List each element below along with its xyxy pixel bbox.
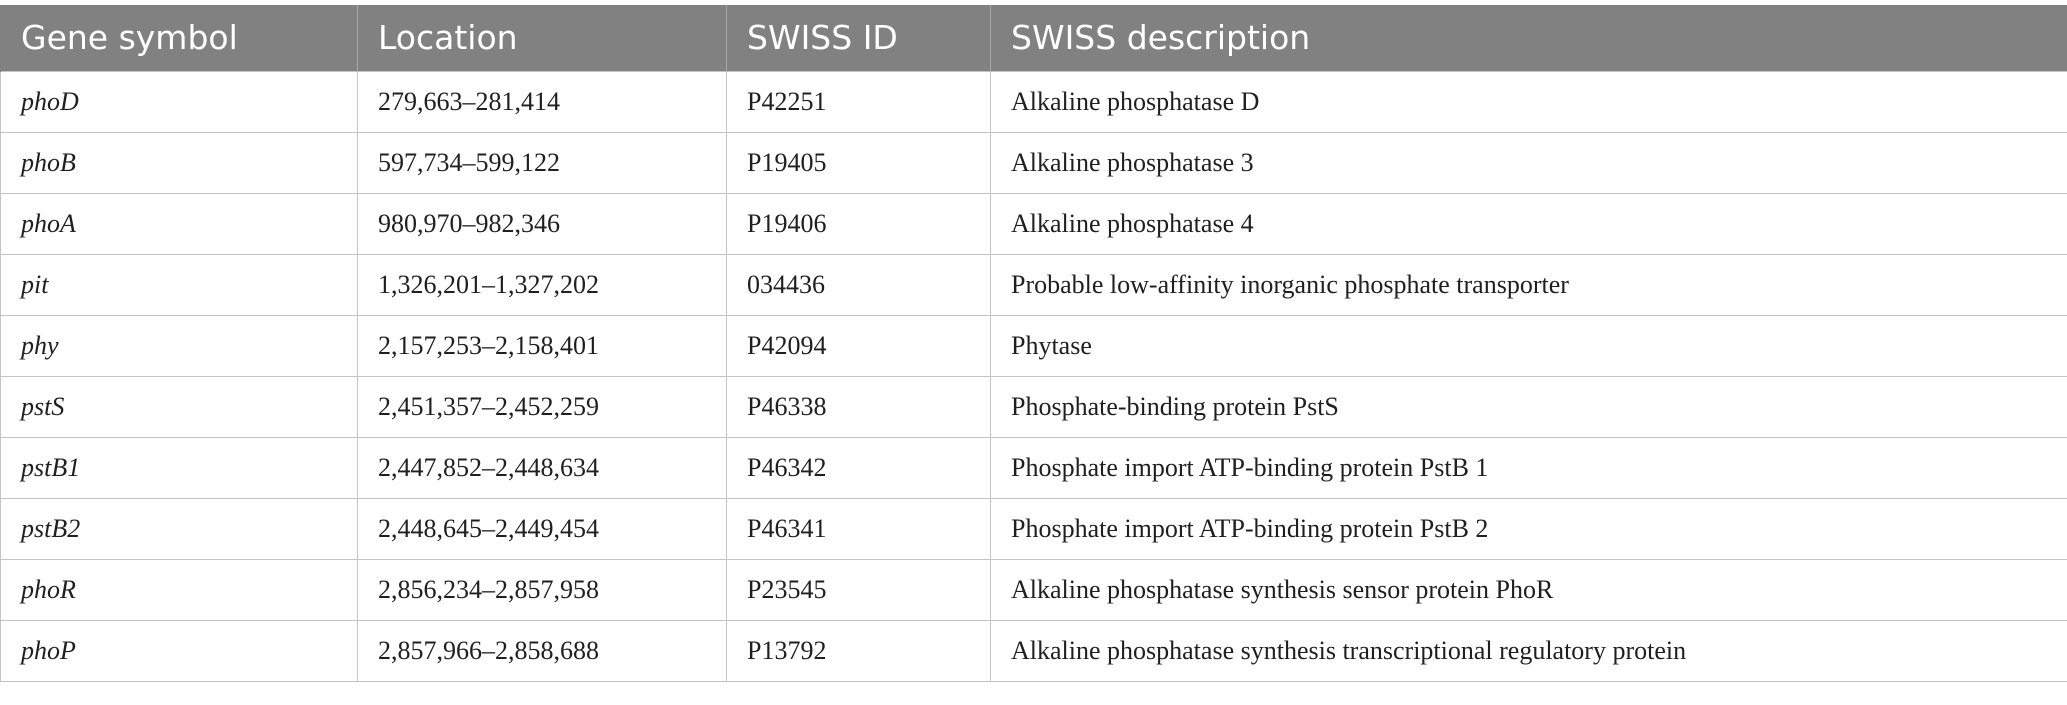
header-swiss-id: SWISS ID xyxy=(727,5,991,71)
table-row xyxy=(1,315,2067,376)
header-location: Location xyxy=(358,5,727,71)
swiss-description-cell: Alkaline phosphatase D xyxy=(991,71,2067,132)
swiss-id-cell: P42251 xyxy=(727,71,991,132)
swiss-description-cell: Alkaline phosphatase 3 xyxy=(991,132,2067,193)
table-row xyxy=(1,498,2067,559)
swiss-id-cell: P23545 xyxy=(727,559,991,620)
location-cell: 2,447,852–2,448,634 xyxy=(358,437,727,498)
gene-symbol-cell: pit xyxy=(1,254,358,315)
location-cell: 279,663–281,414 xyxy=(358,71,727,132)
location-cell: 1,326,201–1,327,202 xyxy=(358,254,727,315)
swiss-description-cell: Alkaline phosphatase synthesis transcriptional regulatory protein xyxy=(991,620,2067,681)
location-cell: 980,970–982,346 xyxy=(358,193,727,254)
table-row xyxy=(1,71,2067,132)
gene-symbol-cell: phoD xyxy=(1,71,358,132)
location-cell: 2,857,966–2,858,688 xyxy=(358,620,727,681)
location-cell: 597,734–599,122 xyxy=(358,132,727,193)
swiss-id-cell: P13792 xyxy=(727,620,991,681)
gene-symbol-cell: pstB2 xyxy=(1,498,358,559)
swiss-description-cell: Alkaline phosphatase 4 xyxy=(991,193,2067,254)
gene-symbol-cell: phoB xyxy=(1,132,358,193)
location-cell: 2,448,645–2,449,454 xyxy=(358,498,727,559)
swiss-description-cell: Phosphate import ATP-binding protein PstB 2 xyxy=(991,498,2067,559)
gene-symbol-cell: phoA xyxy=(1,193,358,254)
table-row xyxy=(1,254,2067,315)
header-gene-symbol: Gene symbol xyxy=(1,5,358,71)
table-row xyxy=(1,559,2067,620)
gene-symbol-cell: phy xyxy=(1,315,358,376)
swiss-description-cell: Alkaline phosphatase synthesis sensor protein PhoR xyxy=(991,559,2067,620)
swiss-description-cell: Phosphate import ATP-binding protein PstB 1 xyxy=(991,437,2067,498)
header-row xyxy=(1,5,2067,71)
table-row xyxy=(1,376,2067,437)
swiss-description-cell: Phytase xyxy=(991,315,2067,376)
swiss-description-cell: Probable low-affinity inorganic phosphate transporter xyxy=(991,254,2067,315)
gene-table xyxy=(0,5,2067,682)
table-row xyxy=(1,132,2067,193)
table-row xyxy=(1,193,2067,254)
swiss-id-cell: P19406 xyxy=(727,193,991,254)
table-header xyxy=(1,5,2067,71)
swiss-description-cell: Phosphate-binding protein PstS xyxy=(991,376,2067,437)
swiss-id-cell: P46338 xyxy=(727,376,991,437)
swiss-id-cell: 034436 xyxy=(727,254,991,315)
header-swiss-description: SWISS description xyxy=(991,5,2067,71)
swiss-id-cell: P46342 xyxy=(727,437,991,498)
swiss-id-cell: P42094 xyxy=(727,315,991,376)
location-cell: 2,451,357–2,452,259 xyxy=(358,376,727,437)
table-body xyxy=(1,71,2067,681)
gene-table-container xyxy=(0,5,2067,682)
gene-symbol-cell: phoR xyxy=(1,559,358,620)
table-row xyxy=(1,437,2067,498)
gene-symbol-cell: pstS xyxy=(1,376,358,437)
location-cell: 2,157,253–2,158,401 xyxy=(358,315,727,376)
swiss-id-cell: P19405 xyxy=(727,132,991,193)
table-row xyxy=(1,620,2067,681)
swiss-id-cell: P46341 xyxy=(727,498,991,559)
gene-symbol-cell: pstB1 xyxy=(1,437,358,498)
location-cell: 2,856,234–2,857,958 xyxy=(358,559,727,620)
gene-symbol-cell: phoP xyxy=(1,620,358,681)
